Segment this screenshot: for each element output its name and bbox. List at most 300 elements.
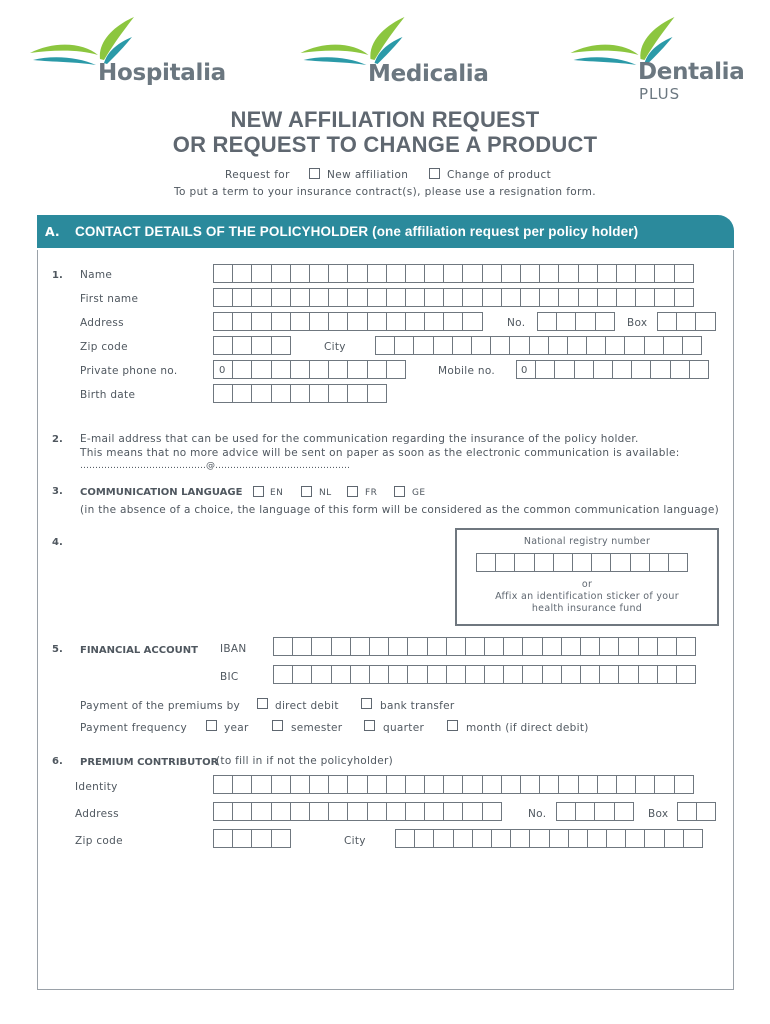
char-box[interactable]	[367, 288, 387, 307]
char-box[interactable]	[674, 775, 694, 794]
char-box[interactable]	[251, 829, 271, 848]
financial-account-label: FINANCIAL ACCOUNT	[80, 645, 198, 656]
char-box[interactable]	[495, 553, 515, 572]
char-box[interactable]	[522, 665, 542, 684]
contributor-zip-label: Zip code	[75, 835, 123, 847]
char-box[interactable]	[251, 802, 271, 821]
char-box[interactable]	[347, 775, 367, 794]
char-box[interactable]	[367, 312, 387, 331]
char-box[interactable]	[290, 384, 310, 403]
char-box[interactable]	[554, 360, 574, 379]
char-box[interactable]	[388, 665, 408, 684]
char-box[interactable]	[271, 360, 291, 379]
char-box[interactable]	[427, 637, 447, 656]
char-box[interactable]	[273, 665, 293, 684]
char-box[interactable]	[605, 336, 625, 355]
char-box[interactable]	[578, 288, 598, 307]
address-label: Address	[80, 317, 124, 329]
char-box[interactable]	[471, 336, 491, 355]
char-box[interactable]	[309, 288, 329, 307]
page-title-line1: NEW AFFILIATION REQUEST	[230, 107, 540, 132]
char-box[interactable]	[405, 775, 425, 794]
char-box[interactable]	[347, 264, 367, 283]
char-box[interactable]	[674, 288, 694, 307]
char-box[interactable]	[549, 829, 569, 848]
char-box[interactable]	[213, 775, 233, 794]
sticker-text-line1: Affix an identification sticker of your	[495, 591, 679, 602]
iban-label: IBAN	[220, 643, 247, 655]
char-box[interactable]	[433, 829, 453, 848]
char-box[interactable]	[482, 775, 502, 794]
char-box[interactable]	[290, 802, 310, 821]
char-box[interactable]	[424, 288, 444, 307]
char-box[interactable]	[635, 288, 655, 307]
national-registry-input[interactable]	[476, 553, 687, 572]
char-box[interactable]	[405, 264, 425, 283]
char-box[interactable]	[271, 336, 291, 355]
char-box[interactable]	[548, 336, 568, 355]
char-box[interactable]	[424, 775, 444, 794]
bic-input[interactable]	[273, 665, 695, 684]
national-registry-box	[455, 528, 719, 626]
char-box[interactable]	[232, 829, 252, 848]
char-box[interactable]	[213, 336, 233, 355]
char-box[interactable]	[405, 288, 425, 307]
lang-en-checkbox[interactable]	[253, 486, 264, 497]
char-box[interactable]	[290, 775, 310, 794]
char-box[interactable]	[580, 665, 600, 684]
char-box[interactable]	[433, 336, 453, 355]
char-box[interactable]	[472, 829, 492, 848]
identity-input[interactable]	[213, 775, 693, 794]
char-box[interactable]	[553, 553, 573, 572]
char-box[interactable]	[386, 264, 406, 283]
char-box[interactable]	[388, 637, 408, 656]
char-box[interactable]	[578, 775, 598, 794]
char-box[interactable]	[610, 553, 630, 572]
char-box[interactable]	[657, 637, 677, 656]
lang-fr-checkbox[interactable]	[347, 486, 358, 497]
char-box[interactable]	[558, 288, 578, 307]
contributor-address-label: Address	[75, 808, 119, 820]
char-box[interactable]	[443, 288, 463, 307]
char-box[interactable]	[386, 312, 406, 331]
char-box[interactable]	[367, 802, 387, 821]
char-box[interactable]	[405, 312, 425, 331]
char-box[interactable]	[328, 360, 348, 379]
char-box[interactable]	[424, 802, 444, 821]
char-box[interactable]	[514, 553, 534, 572]
bank-transfer-label: bank transfer	[380, 700, 455, 712]
char-box[interactable]	[618, 665, 638, 684]
char-box[interactable]	[452, 336, 472, 355]
char-box[interactable]	[542, 637, 562, 656]
char-box[interactable]	[676, 637, 696, 656]
char-box[interactable]	[413, 336, 433, 355]
char-box[interactable]	[367, 775, 387, 794]
mobile-input[interactable]	[516, 360, 708, 379]
char-box[interactable]	[567, 336, 587, 355]
char-box[interactable]	[635, 264, 655, 283]
semester-checkbox[interactable]	[272, 720, 283, 731]
char-box[interactable]	[232, 360, 252, 379]
char-box[interactable]	[290, 264, 310, 283]
char-box[interactable]	[501, 775, 521, 794]
char-box[interactable]	[542, 665, 562, 684]
char-box[interactable]	[595, 312, 615, 331]
char-box[interactable]	[347, 802, 367, 821]
char-box[interactable]	[593, 360, 613, 379]
char-box[interactable]	[290, 360, 310, 379]
direct-debit-checkbox[interactable]	[257, 698, 268, 709]
char-box[interactable]	[509, 336, 529, 355]
char-box[interactable]	[676, 312, 696, 331]
char-box[interactable]	[522, 637, 542, 656]
char-box[interactable]	[405, 802, 425, 821]
char-box[interactable]	[616, 775, 636, 794]
char-box[interactable]	[587, 829, 607, 848]
char-box[interactable]	[350, 665, 370, 684]
char-box[interactable]	[292, 637, 312, 656]
char-box[interactable]	[503, 665, 523, 684]
char-box[interactable]	[271, 264, 291, 283]
char-box[interactable]	[572, 553, 592, 572]
char-box[interactable]	[443, 312, 463, 331]
char-box[interactable]	[427, 665, 447, 684]
char-box[interactable]	[625, 829, 645, 848]
char-box[interactable]	[386, 288, 406, 307]
char-box[interactable]	[386, 775, 406, 794]
contributor-box-input[interactable]	[677, 802, 715, 821]
lang-fr-label: FR	[365, 488, 378, 498]
medicalia-logo	[296, 15, 496, 90]
contributor-city-label: City	[344, 835, 366, 847]
char-box[interactable]	[539, 264, 559, 283]
dentalia-plus: PLUS	[639, 85, 681, 103]
char-box[interactable]	[311, 637, 331, 656]
contributor-house-no-input[interactable]	[556, 802, 633, 821]
char-box[interactable]	[695, 312, 715, 331]
char-box[interactable]	[689, 360, 709, 379]
char-box[interactable]	[638, 637, 658, 656]
char-box[interactable]	[503, 637, 523, 656]
char-box[interactable]	[311, 665, 331, 684]
char-box[interactable]	[292, 665, 312, 684]
char-box[interactable]	[568, 829, 588, 848]
char-box[interactable]	[213, 288, 233, 307]
char-box[interactable]	[375, 336, 395, 355]
char-box[interactable]	[331, 637, 351, 656]
char-box[interactable]	[484, 637, 504, 656]
section-letter: A.	[45, 224, 60, 239]
char-box[interactable]	[597, 775, 617, 794]
birth-date-input[interactable]	[213, 384, 386, 403]
iban-input[interactable]	[273, 637, 695, 656]
char-box[interactable]	[424, 264, 444, 283]
char-box[interactable]	[232, 336, 252, 355]
char-box[interactable]	[328, 775, 348, 794]
char-box[interactable]	[213, 829, 233, 848]
char-box[interactable]	[369, 637, 389, 656]
char-box[interactable]	[534, 553, 554, 572]
char-box[interactable]	[591, 553, 611, 572]
char-box[interactable]	[683, 829, 703, 848]
char-box[interactable]	[529, 829, 549, 848]
char-box[interactable]	[510, 829, 530, 848]
change-product-checkbox[interactable]	[429, 168, 440, 179]
char-box[interactable]	[251, 312, 271, 331]
char-box[interactable]	[465, 665, 485, 684]
char-box[interactable]	[232, 384, 252, 403]
char-box[interactable]	[328, 384, 348, 403]
new-affiliation-checkbox[interactable]	[309, 168, 320, 179]
hospitalia-wordmark: Hospitalia	[98, 60, 226, 86]
char-box[interactable]	[309, 312, 329, 331]
char-box[interactable]	[664, 829, 684, 848]
char-box[interactable]	[446, 637, 466, 656]
char-box[interactable]	[654, 775, 674, 794]
quarter-checkbox[interactable]	[364, 720, 375, 731]
char-box[interactable]	[594, 802, 614, 821]
char-box[interactable]	[578, 264, 598, 283]
char-box[interactable]	[462, 264, 482, 283]
char-box[interactable]	[462, 288, 482, 307]
char-box[interactable]	[482, 264, 502, 283]
char-box[interactable]	[347, 384, 367, 403]
char-box[interactable]	[213, 802, 233, 821]
char-box[interactable]	[561, 637, 581, 656]
char-box[interactable]	[367, 384, 387, 403]
char-box[interactable]	[347, 312, 367, 331]
char-box[interactable]	[491, 829, 511, 848]
char-box[interactable]	[271, 802, 291, 821]
char-box[interactable]	[443, 802, 463, 821]
char-box[interactable]	[309, 775, 329, 794]
char-box[interactable]	[654, 264, 674, 283]
char-box[interactable]	[328, 288, 348, 307]
char-box[interactable]	[624, 336, 644, 355]
item-number: 6.	[52, 756, 63, 767]
char-box[interactable]	[580, 637, 600, 656]
char-box[interactable]	[232, 288, 252, 307]
char-box[interactable]	[558, 775, 578, 794]
char-box[interactable]	[232, 264, 252, 283]
year-checkbox[interactable]	[206, 720, 217, 731]
char-box[interactable]	[520, 288, 540, 307]
box-label: Box	[627, 317, 648, 329]
lang-ge-checkbox[interactable]	[394, 486, 405, 497]
char-box[interactable]	[561, 665, 581, 684]
year-label: year	[224, 722, 249, 734]
char-box[interactable]	[490, 336, 510, 355]
char-box[interactable]	[616, 288, 636, 307]
char-box[interactable]	[331, 665, 351, 684]
char-box[interactable]	[424, 312, 444, 331]
char-box[interactable]	[271, 775, 291, 794]
char-box[interactable]	[271, 312, 291, 331]
char-box[interactable]	[520, 264, 540, 283]
char-box[interactable]	[614, 802, 634, 821]
birth-date-label: Birth date	[80, 389, 136, 401]
dentalia-wordmark: Dentalia	[638, 59, 745, 85]
char-box[interactable]	[501, 288, 521, 307]
char-box[interactable]	[654, 288, 674, 307]
char-box[interactable]	[309, 802, 329, 821]
char-box[interactable]	[271, 384, 291, 403]
char-box[interactable]	[395, 829, 415, 848]
char-box[interactable]	[407, 637, 427, 656]
char-box[interactable]	[251, 336, 271, 355]
char-box[interactable]	[328, 264, 348, 283]
char-box[interactable]	[597, 288, 617, 307]
char-box[interactable]	[638, 665, 658, 684]
payment-frequency-label: Payment frequency	[80, 722, 188, 734]
house-no-input[interactable]	[537, 312, 614, 331]
char-box[interactable]	[394, 336, 414, 355]
char-box[interactable]	[657, 312, 677, 331]
first-name-input[interactable]	[213, 288, 693, 307]
char-box[interactable]	[612, 360, 632, 379]
char-box[interactable]	[529, 336, 549, 355]
char-box[interactable]	[232, 312, 252, 331]
char-box[interactable]	[443, 775, 463, 794]
char-box[interactable]	[657, 665, 677, 684]
char-box[interactable]	[650, 360, 670, 379]
char-box[interactable]	[347, 288, 367, 307]
char-box[interactable]	[586, 336, 606, 355]
char-box[interactable]	[407, 665, 427, 684]
char-box[interactable]	[674, 264, 694, 283]
month-checkbox[interactable]	[447, 720, 458, 731]
bank-transfer-checkbox[interactable]	[361, 698, 372, 709]
char-box[interactable]	[251, 775, 271, 794]
char-box[interactable]	[649, 553, 669, 572]
char-box[interactable]	[501, 264, 521, 283]
char-box[interactable]	[677, 802, 697, 821]
char-box[interactable]	[676, 665, 696, 684]
direct-debit-label: direct debit	[275, 700, 339, 712]
char-box[interactable]	[251, 360, 271, 379]
lang-en-label: EN	[270, 488, 284, 498]
box-input[interactable]	[657, 312, 715, 331]
resignation-note: To put a term to your insurance contract(s), please use a resignation form.	[173, 186, 597, 198]
char-box[interactable]	[367, 360, 387, 379]
char-box[interactable]	[462, 802, 482, 821]
char-box[interactable]	[251, 288, 271, 307]
email-input-line[interactable]: ……………………………………@………………………………………	[80, 461, 350, 471]
char-box[interactable]	[663, 336, 683, 355]
char-box[interactable]	[484, 665, 504, 684]
char-box[interactable]	[213, 384, 233, 403]
char-box[interactable]	[482, 288, 502, 307]
char-box[interactable]	[606, 829, 626, 848]
new-affiliation-label: New affiliation	[327, 169, 409, 181]
char-box[interactable]	[290, 288, 310, 307]
contributor-zip-input[interactable]	[213, 829, 290, 848]
char-box[interactable]	[350, 637, 370, 656]
char-box[interactable]	[539, 288, 559, 307]
char-box[interactable]	[309, 384, 329, 403]
char-box[interactable]	[367, 264, 387, 283]
char-box[interactable]	[271, 829, 291, 848]
char-box[interactable]	[535, 360, 555, 379]
char-box[interactable]	[328, 312, 348, 331]
char-box[interactable]	[558, 264, 578, 283]
char-box[interactable]	[575, 312, 595, 331]
char-box[interactable]	[213, 312, 233, 331]
char-box[interactable]	[328, 802, 348, 821]
char-box[interactable]	[618, 637, 638, 656]
char-box[interactable]	[462, 775, 482, 794]
char-box[interactable]	[465, 637, 485, 656]
char-box[interactable]	[273, 637, 293, 656]
char-box[interactable]	[213, 264, 233, 283]
char-box[interactable]	[644, 336, 664, 355]
char-box[interactable]	[309, 264, 329, 283]
char-box[interactable]	[574, 360, 594, 379]
char-box[interactable]	[251, 384, 271, 403]
lang-nl-checkbox[interactable]	[301, 486, 312, 497]
char-box[interactable]	[476, 553, 496, 572]
char-box[interactable]	[635, 775, 655, 794]
char-box[interactable]	[630, 553, 650, 572]
char-box[interactable]	[309, 360, 329, 379]
char-box[interactable]	[347, 360, 367, 379]
city-input[interactable]	[375, 336, 701, 355]
private-phone-input[interactable]	[213, 360, 405, 379]
char-box[interactable]	[670, 360, 690, 379]
char-box[interactable]	[575, 802, 595, 821]
char-box[interactable]	[599, 637, 619, 656]
char-box[interactable]	[556, 802, 576, 821]
char-box[interactable]	[271, 288, 291, 307]
char-box[interactable]	[682, 336, 702, 355]
char-box[interactable]	[232, 775, 252, 794]
char-box[interactable]	[369, 665, 389, 684]
char-box[interactable]	[520, 775, 540, 794]
char-box[interactable]	[631, 360, 651, 379]
char-box[interactable]	[599, 665, 619, 684]
char-box[interactable]	[482, 802, 502, 821]
char-box[interactable]	[446, 665, 466, 684]
char-box[interactable]	[537, 312, 557, 331]
char-box[interactable]	[251, 264, 271, 283]
char-box[interactable]	[616, 264, 636, 283]
char-box[interactable]	[462, 312, 482, 331]
char-box[interactable]	[414, 829, 434, 848]
char-box[interactable]	[539, 775, 559, 794]
char-box[interactable]	[644, 829, 664, 848]
char-box[interactable]	[597, 264, 617, 283]
identity-label: Identity	[75, 781, 118, 793]
contributor-address-input[interactable]	[213, 802, 501, 821]
char-box[interactable]	[386, 802, 406, 821]
zip-input[interactable]	[213, 336, 290, 355]
char-box[interactable]	[453, 829, 473, 848]
contributor-city-input[interactable]	[395, 829, 702, 848]
char-box[interactable]	[386, 360, 406, 379]
address-input[interactable]	[213, 312, 482, 331]
char-box[interactable]	[443, 264, 463, 283]
name-input[interactable]	[213, 264, 693, 283]
char-box[interactable]	[668, 553, 688, 572]
first-name-label: First name	[80, 293, 139, 305]
name-label: Name	[80, 269, 113, 281]
char-box[interactable]	[696, 802, 716, 821]
char-box[interactable]	[232, 802, 252, 821]
char-box[interactable]	[290, 312, 310, 331]
char-box[interactable]	[556, 312, 576, 331]
